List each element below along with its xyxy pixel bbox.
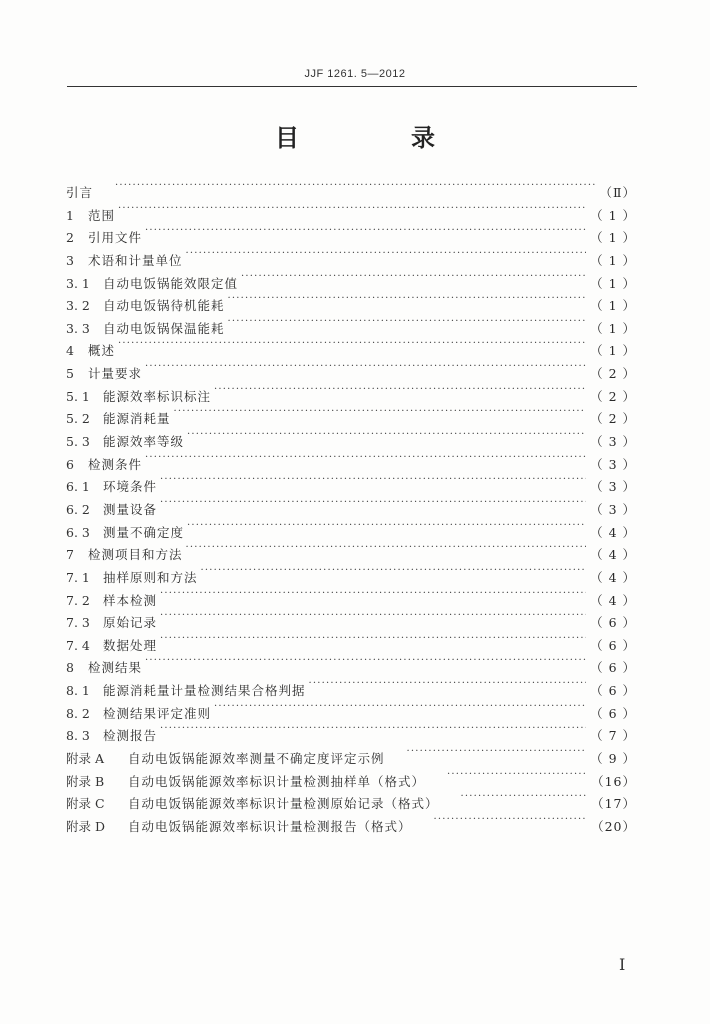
table-of-contents — [66, 175, 636, 832]
toc-number: 1 — [66, 207, 74, 223]
toc-page-number: （ 6 ） — [590, 660, 636, 676]
dot-leader — [407, 741, 587, 763]
toc-page-number: （ 2 ） — [590, 366, 636, 382]
toc-label: 能源效率等级 — [103, 434, 185, 450]
toc-label: 检测报告 — [103, 728, 158, 744]
toc-label: 环境条件 — [103, 479, 158, 495]
toc-label: 自动电饭锅能源效率标识计量检测抽样单（格式） — [128, 773, 426, 789]
dot-leader — [201, 560, 587, 582]
toc-number: 3. 1 — [66, 275, 90, 291]
toc-number: 5. 2 — [66, 411, 90, 427]
toc-entry[interactable] — [66, 356, 636, 382]
dot-leader — [186, 243, 587, 265]
toc-page-number: （ 3 ） — [590, 434, 636, 450]
toc-label: 范围 — [88, 207, 116, 223]
toc-number: 8. 2 — [66, 705, 90, 721]
toc-appendix-number: 附录 B — [66, 773, 105, 789]
dot-leader — [174, 401, 587, 423]
toc-page-number: （16） — [591, 773, 636, 789]
toc-entry[interactable] — [66, 379, 636, 402]
toc-label: 原始记录 — [103, 615, 158, 631]
dot-leader — [145, 650, 586, 672]
dot-leader — [447, 764, 587, 786]
toc-label: 抽样原则和方法 — [103, 569, 198, 585]
toc-number: 3. 2 — [66, 298, 90, 314]
standard-code: JJF 1261. 5—2012 — [304, 68, 406, 80]
toc-number: 5 — [66, 366, 74, 382]
dot-leader — [434, 809, 588, 831]
toc-page-number: （ 2 ） — [590, 411, 636, 427]
dot-leader — [187, 424, 586, 446]
toc-page-number: （ 4 ） — [590, 547, 636, 563]
toc-label: 引言 — [66, 185, 94, 200]
dot-leader — [187, 515, 586, 537]
toc-page-number: （ 3 ） — [590, 456, 636, 472]
toc-page-number: （ 1 ） — [590, 207, 636, 223]
dot-leader — [118, 198, 586, 220]
page-folio: I — [619, 955, 626, 974]
toc-label: 引用文件 — [88, 230, 143, 246]
toc-entry[interactable] — [66, 447, 636, 470]
dot-leader — [241, 266, 586, 288]
toc-number: 5. 1 — [66, 388, 90, 404]
toc-label: 术语和计量单位 — [88, 252, 183, 268]
toc-appendix-number: 附录 C — [66, 796, 105, 812]
dot-leader — [115, 175, 595, 197]
toc-number: 3 — [66, 252, 74, 268]
toc-label: 概述 — [88, 343, 116, 359]
toc-number: 3. 3 — [66, 320, 90, 336]
dot-leader — [461, 786, 588, 808]
toc-page-number: （20） — [591, 818, 636, 834]
dot-leader — [160, 492, 586, 514]
toc-number: 7. 2 — [66, 592, 90, 608]
toc-label: 检测项目和方法 — [88, 547, 183, 563]
dot-leader — [160, 469, 586, 491]
toc-page-number: （ 1 ） — [590, 298, 636, 314]
toc-entry[interactable] — [66, 220, 636, 246]
dot-leader — [160, 583, 586, 605]
toc-number: 5. 3 — [66, 434, 90, 450]
dot-leader — [160, 628, 586, 650]
toc-entry[interactable] — [66, 650, 636, 676]
dot-leader — [228, 311, 587, 333]
toc-label: 自动电饭锅保温能耗 — [103, 320, 225, 336]
toc-page-number: （ 6 ） — [590, 683, 636, 699]
toc-label: 数据处理 — [103, 637, 158, 653]
toc-entry[interactable] — [66, 673, 636, 699]
header-rule — [67, 86, 637, 87]
toc-page-number: （ 4 ） — [590, 569, 636, 585]
toc-number: 6 — [66, 456, 74, 472]
toc-label: 测量设备 — [103, 501, 158, 517]
toc-label: 自动电饭锅能源效率标识计量检测报告（格式） — [128, 818, 412, 834]
toc-label: 能源消耗量计量检测结果合格判据 — [103, 683, 306, 699]
toc-entry[interactable] — [66, 469, 636, 495]
toc-label: 能源效率标识标注 — [103, 388, 212, 404]
dot-leader — [186, 537, 587, 559]
toc-number: 6. 2 — [66, 501, 90, 517]
toc-page-number: （ 4 ） — [590, 592, 636, 608]
toc-page-number: （ 1 ） — [590, 252, 636, 268]
toc-label: 检测结果评定准则 — [103, 705, 212, 721]
dot-leader — [145, 356, 586, 378]
toc-number: 6. 1 — [66, 479, 90, 495]
toc-page-number: （ 1 ） — [590, 343, 636, 359]
toc-number: 7. 4 — [66, 637, 90, 653]
toc-label: 检测结果 — [88, 660, 143, 676]
page-title: 目 录 — [275, 124, 479, 152]
dot-leader — [118, 333, 586, 355]
toc-label: 自动电饭锅待机能耗 — [103, 298, 225, 314]
dot-leader — [160, 605, 586, 627]
toc-entry-intro[interactable] — [66, 175, 636, 198]
toc-number: 7. 3 — [66, 615, 90, 631]
dot-leader — [145, 220, 586, 242]
dot-leader — [309, 673, 587, 695]
toc-number: 7. 1 — [66, 569, 90, 585]
toc-page-number: （ 4 ） — [590, 524, 636, 540]
toc-page-number: （ 6 ） — [590, 637, 636, 653]
toc-number: 8. 1 — [66, 683, 90, 699]
toc-number: 2 — [66, 230, 74, 246]
dot-leader — [160, 718, 586, 740]
toc-number: 6. 3 — [66, 524, 90, 540]
toc-label: 测量不确定度 — [103, 524, 185, 540]
toc-page-number: （ 2 ） — [590, 388, 636, 404]
toc-page-number: （ 6 ） — [590, 615, 636, 631]
dot-leader — [214, 379, 586, 401]
toc-page-number: （ 3 ） — [590, 501, 636, 517]
toc-page-number: （ 6 ） — [590, 705, 636, 721]
toc-appendix-number: 附录 A — [66, 751, 105, 767]
toc-label: 自动电饭锅能源效率标识计量检测原始记录（格式） — [128, 796, 439, 812]
toc-page-number: （ 1 ） — [590, 320, 636, 336]
toc-entry[interactable] — [66, 198, 636, 221]
toc-label: 样本检测 — [103, 592, 158, 608]
toc-label: 检测条件 — [88, 456, 143, 472]
dot-leader — [228, 288, 587, 310]
toc-label: 能源消耗量 — [103, 411, 171, 427]
toc-number: 7 — [66, 547, 74, 563]
dot-leader — [214, 696, 586, 718]
toc-entry[interactable] — [66, 243, 636, 266]
toc-label: 计量要求 — [88, 366, 143, 382]
toc-page-number: （ 7 ） — [590, 728, 636, 744]
toc-page-number: （ 1 ） — [590, 230, 636, 246]
toc-appendix-number: 附录 D — [66, 818, 105, 834]
toc-label: 自动电饭锅能源效率测量不确定度评定示例 — [128, 751, 385, 767]
toc-number: 8 — [66, 660, 74, 676]
toc-entry[interactable] — [66, 333, 636, 359]
toc-number: 4 — [66, 343, 74, 359]
toc-page-number: （ 1 ） — [590, 275, 636, 291]
toc-number: 8. 3 — [66, 728, 90, 744]
toc-page-number: （ 9 ） — [590, 751, 636, 767]
toc-page-number: （17） — [591, 796, 636, 812]
toc-page-number: （ 3 ） — [590, 479, 636, 495]
toc-page-number: （Ⅱ） — [599, 185, 636, 200]
dot-leader — [145, 447, 586, 469]
toc-label: 自动电饭锅能效限定值 — [103, 275, 239, 291]
